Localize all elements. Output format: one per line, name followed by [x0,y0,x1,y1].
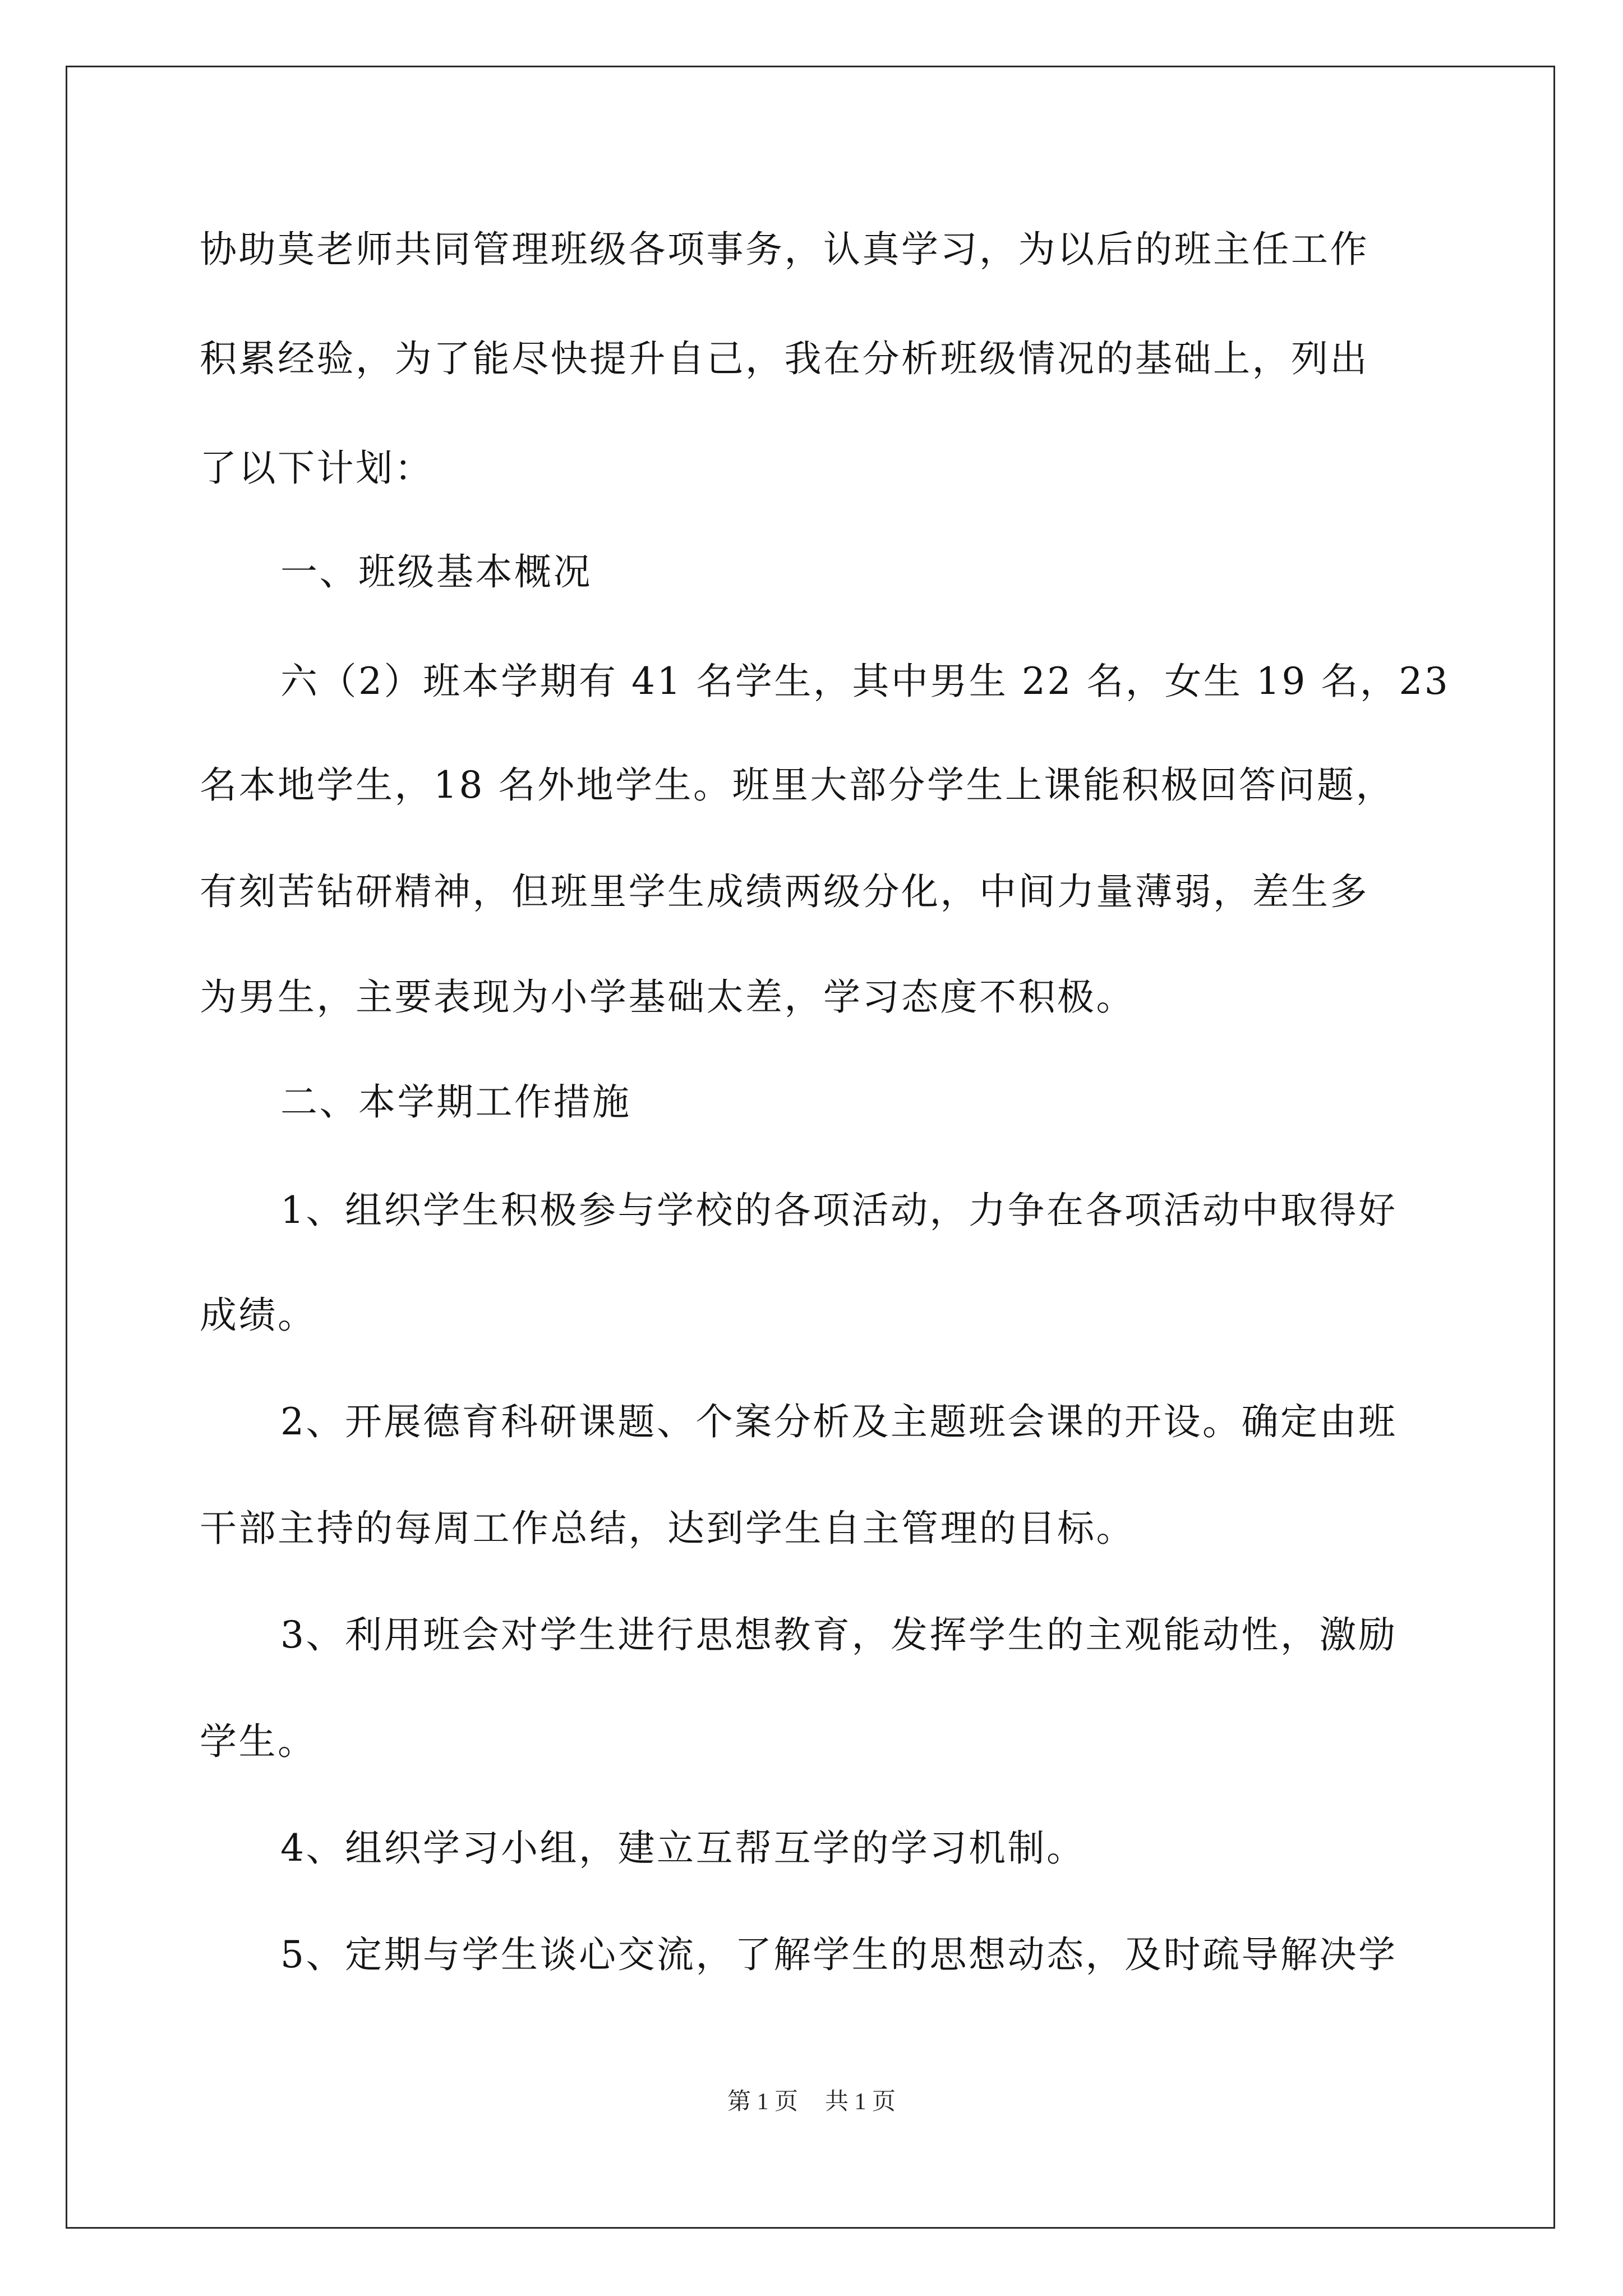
list-item-3: 3、利用班会对学生进行思想教育，发挥学生的主观能动性，激励 [280,1613,1398,1657]
page-total: 共 1 页 [825,2089,896,2115]
page-footer [0,2088,1623,2116]
body-line-1: 协助莫老师共同管理班级各项事务，认真学习，为以后的班主任工作 [200,228,1369,271]
body-line-6: 名本地学生，18 名外地学生。班里大部分学生上课能积极回答问题， [200,763,1395,807]
body-line-7: 有刻苦钻研精神，但班里学生成绩两级分化，中间力量薄弱，差生多 [200,870,1369,913]
body-line-15: 学生。 [200,1720,317,1763]
section-heading-2: 二、本学期工作措施 [280,1080,631,1124]
page-number: 第 1 页 [727,2089,798,2115]
body-line-8: 为男生，主要表现为小学基础太差，学习态度不积极。 [200,976,1135,1019]
body-line-13: 干部主持的每周工作总结，达到学生自主管理的目标。 [200,1507,1135,1550]
section-heading-1: 一、班级基本概况 [280,550,592,593]
page-border [66,66,1555,2229]
list-item-4: 4、组织学习小组，建立互帮互学的学习机制。 [280,1826,1086,1870]
list-item-2: 2、开展德育科研课题、个案分析及主题班会课的开设。确定由班 [280,1400,1398,1443]
body-line-3: 了以下计划： [200,447,434,490]
body-line-5: 六（2）班本学期有 41 名学生，其中男生 22 名，女生 19 名，23 [280,660,1450,703]
body-line-11: 成绩。 [200,1294,317,1337]
list-item-1: 1、组织学生积极参与学校的各项活动，力争在各项活动中取得好 [280,1189,1398,1232]
body-line-2: 积累经验，为了能尽快提升自己，我在分析班级情况的基础上，列出 [200,337,1369,380]
list-item-5: 5、定期与学生谈心交流，了解学生的思想动态，及时疏导解决学 [280,1933,1398,1976]
